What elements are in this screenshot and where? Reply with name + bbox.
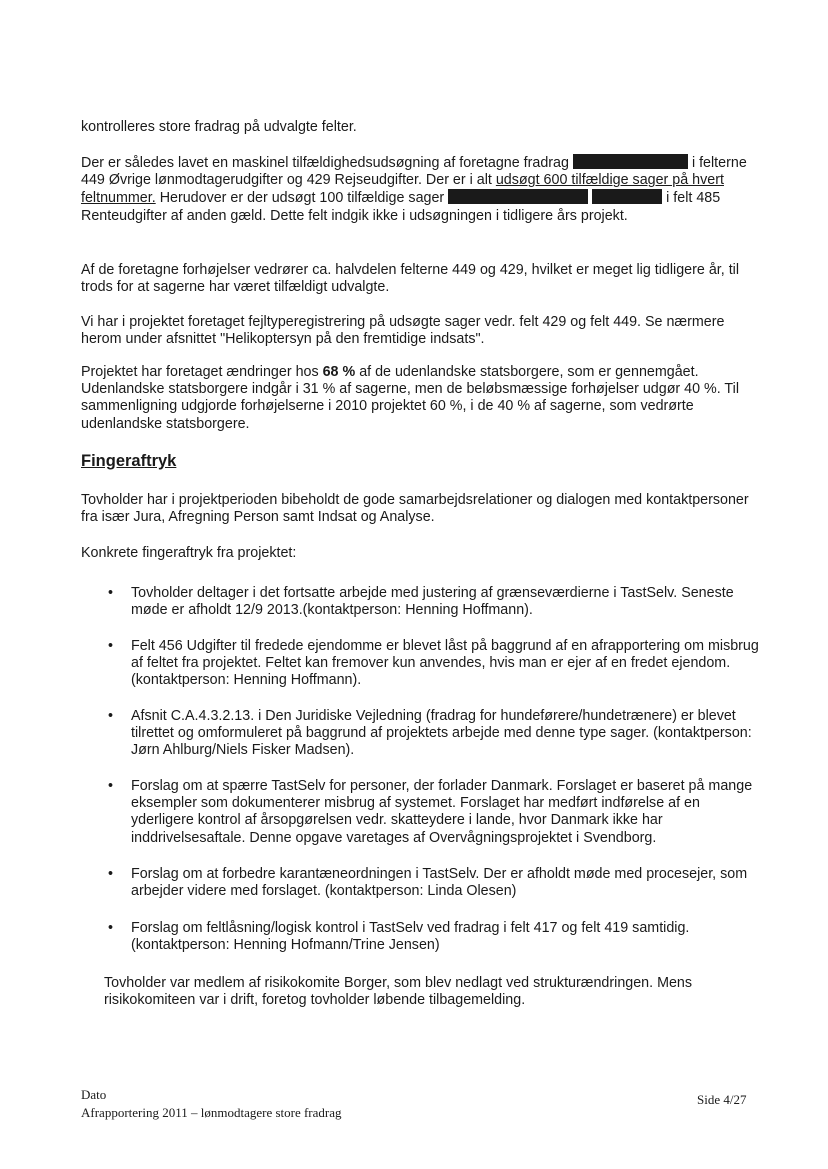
sampling-text-a: Der er således lavet en maskinel tilfældighedsudsøgning af foretagne fradrag xyxy=(81,155,569,171)
footer-date: Dato xyxy=(81,1087,107,1102)
paragraph-foreigners xyxy=(81,364,761,433)
sampling-text-c: udsøgt 600 tilfældige sager på hvert feltnummer. xyxy=(81,172,724,207)
paragraph-risk-committee: Tovholder var medlem af risikokomite Borger, som blev nedlagt ved strukturændringen. Mens risikokomiteen var i drift, foretog tovholder løbende tilbagemelding. xyxy=(104,975,693,1009)
list-item-text: Afsnit C.A.4.3.2.13. i Den Juridiske Vejledning (fradrag for hundeførere/hundetrænere) er blevet tilrettet og omformuleret på baggrund af projektets arbejde med denne type sager. (kontaktperson: Jørn Ahlburg/Niels Fisker Madsen). xyxy=(131,708,752,759)
list-item-text: Forslag om at spærre TastSelv for personer, der forlader Danmark. Forslaget er baseret på mange eksempler som dokumenterer misbrug af systemet. Forslaget har medført indførelse af en yderligere kontrol af årsopgørelsen vedr. skatteydere i lande, hvor Danmark ikke har inddrivelsesaftale. Denne opgave varetages af Overvågningsprojektet i Svendborg. xyxy=(131,778,753,846)
footer-report-title: Afrapportering 2011 – lønmodtagere store fradrag xyxy=(81,1105,342,1120)
bullet-icon: • xyxy=(108,708,114,724)
section-heading-fingeraftryk: Fingeraftryk xyxy=(81,452,177,470)
sampling-text-b: i felterne 449 Øvrige lønmodtagerudgifter og 429 Rejseudgifter. Der er i alt xyxy=(81,155,747,189)
bullet-icon: • xyxy=(108,638,114,654)
list-item-text: Forslag om feltlåsning/logisk kontrol i TastSelv ved fradrag i felt 417 og felt 419 samtidig. (kontaktperson: Henning Hofmann/Trine Jensen) xyxy=(131,920,690,954)
bullet-icon: • xyxy=(108,778,114,794)
paragraph-intro: kontrolleres store fradrag på udvalgte felter. xyxy=(81,119,357,135)
paragraph-tovholder: Tovholder har i projektperioden bibeholdt de gode samarbejdsrelationer og dialogen med kontaktpersoner fra især Jura, Afregning Person samt Indsat og Analyse. xyxy=(81,492,749,526)
redaction-block xyxy=(448,189,588,204)
paragraph-sampling xyxy=(81,154,761,225)
bullet-icon: • xyxy=(108,920,114,936)
list-item-text: Tovholder deltager i det fortsatte arbejde med justering af grænseværdierne i TastSelv. Seneste møde er afholdt 12/9 2013.(kontaktperson: Henning Hoffmann). xyxy=(131,585,734,619)
foreigners-text-a: Projektet har foretaget ændringer hos xyxy=(81,364,319,380)
list-item-text: Forslag om at forbedre karantæneordningen i TastSelv. Der er afholdt møde med procesejer, som arbejder videre med forslaget. (kontaktperson: Linda Olesen) xyxy=(131,866,748,900)
foreigners-text-b: af de udenlandske statsborgere, som er gennemgået. Udenlandske statsborgere indgår i 31 % af sagerne, men de beløbsmæssige forhøjelser udgør 40 %. Til sammenligning udgjorde forhøjelserne i 2010 projektet 60 %, i de 40 % af sagerne, som vedrørte udenlandske statsborgere. xyxy=(81,364,739,432)
sampling-text-d: Herudover er der udsøgt 100 tilfældige sager xyxy=(159,190,445,207)
paragraph-errortypes: Vi har i projektet foretaget fejltyperegistrering på udsøgte sager vedr. felt 429 og felt 449. Se nærmere herom under afsnittet "Helikoptersyn på den fremtidige indsats". xyxy=(81,314,725,348)
bullet-icon: • xyxy=(108,585,114,601)
bullet-icon: • xyxy=(108,866,114,882)
sampling-text-e: i felt 485 Renteudgifter af anden gæld. Dette felt indgik ikke i udsøgningen i tidligere års projekt. xyxy=(81,190,721,224)
foreigners-percent: 68 % xyxy=(322,364,356,380)
paragraph-increases: Af de foretagne forhøjelser vedrører ca. halvdelen felterne 449 og 429, hvilket er meget lig tidligere år, til trods for at sagerne har været tilfældigt udvalgte. xyxy=(81,262,740,296)
redaction-block xyxy=(592,189,662,204)
paragraph-list-intro: Konkrete fingeraftryk fra projektet: xyxy=(81,545,297,561)
list-item-text: Felt 456 Udgifter til fredede ejendomme er blevet låst på baggrund af en afrapportering om misbrug af feltet fra projektet. Feltet kan fremover kun anvendes, hvis man er ejer af en fredet ejendom.(kontaktperson: Henning Hoffmann). xyxy=(131,638,759,689)
footer-page-number: Side 4/27 xyxy=(697,1092,747,1107)
redaction-block xyxy=(573,154,688,169)
